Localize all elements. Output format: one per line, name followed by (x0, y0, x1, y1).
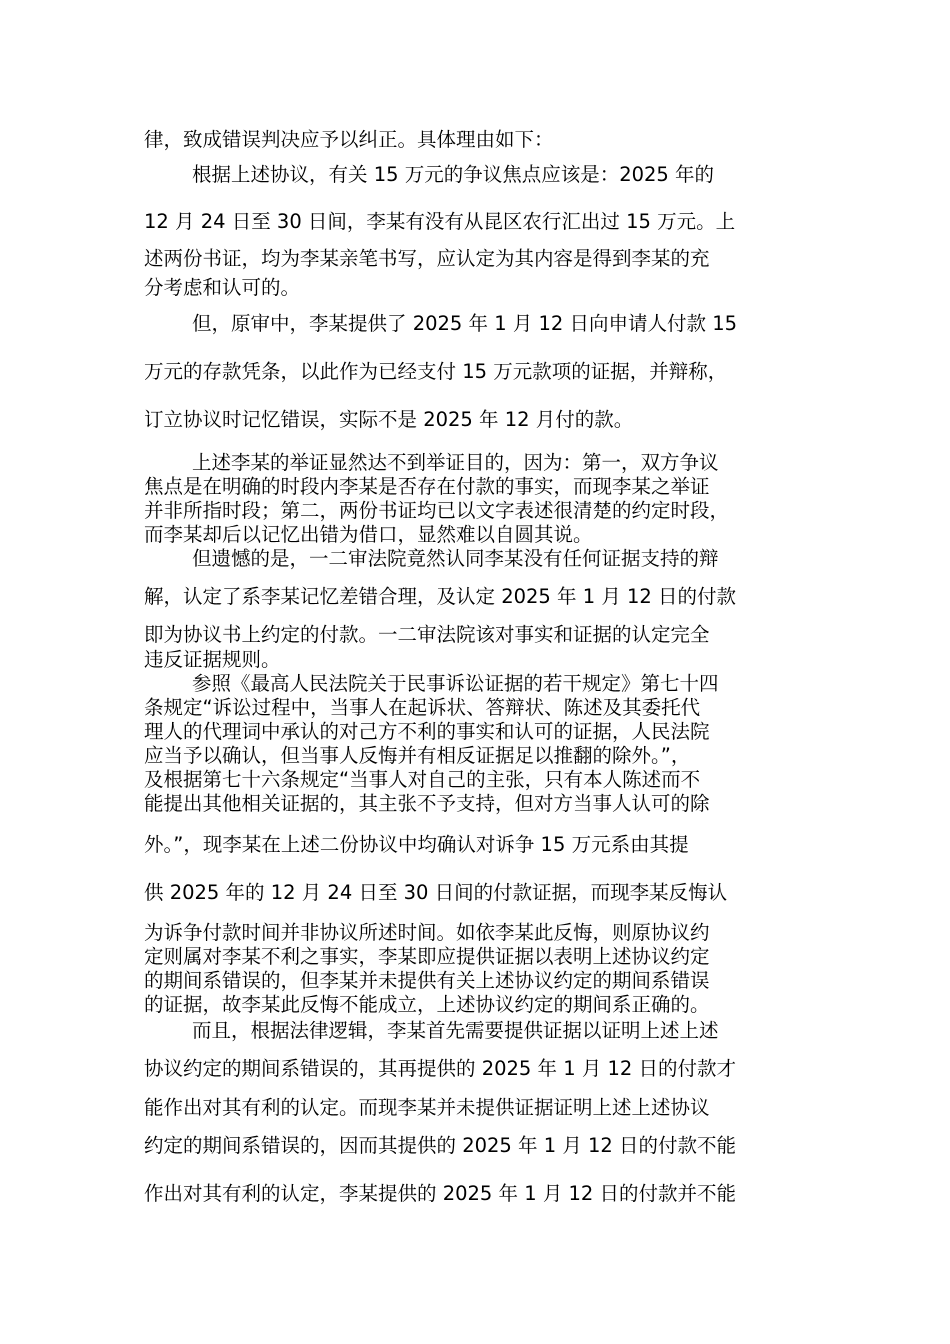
paragraph-line: 参照《最高人民法院关于民事诉讼证据的若干规定》第七十四 (192, 672, 719, 695)
paragraph-line: 作出对其有利的认定，李某提供的 2025 年 1 月 12 日的付款并不能 (144, 1182, 737, 1205)
paragraph-line: 应当予以确认，但当事人反悔并有相反证据足以推翻的除外。”， (144, 744, 691, 767)
paragraph-line: 但遗憾的是，一二审法院竟然认同李某没有任何证据支持的辩 (192, 547, 719, 570)
paragraph-line: 根据上述协议，有关 15 万元的争议焦点应该是：2025 年的 (192, 163, 715, 186)
paragraph-line: 能作出对其有利的认定。而现李某并未提供证据证明上述上述协议 (144, 1096, 710, 1119)
paragraph-line: 述两份书证，均为李某亲笔书写，应认定为其内容是得到李某的充 (144, 247, 710, 270)
paragraph-line: 万元的存款凭条，以此作为已经支付 15 万元款项的证据，并辩称， (144, 360, 728, 383)
paragraph-line: 即为协议书上约定的付款。一二审法院该对事实和证据的认定完全 (144, 623, 710, 646)
paragraph-line: 理人的代理词中承认的对己方不利的事实和认可的证据，人民法院 (144, 720, 710, 743)
paragraph-line: 分考虑和认可的。 (144, 276, 301, 299)
paragraph-line: 外。”，现李某在上述二份协议中均确认对诉争 15 万元系由其提 (144, 833, 689, 856)
paragraph-line: 能提出其他相关证据的，其主张不予支持，但对方当事人认可的除 (144, 792, 710, 815)
paragraph-line: 为诉争付款时间并非协议所述时间。如依李某此反悔，则原协议约 (144, 921, 710, 944)
paragraph-line: 供 2025 年的 12 月 24 日至 30 日间的付款证据，而现李某反悔认 (144, 881, 728, 904)
paragraph-line: 上述李某的举证显然达不到举证目的，因为：第一，双方争议 (192, 451, 719, 474)
paragraph-line: 协议约定的期间系错误的，其再提供的 2025 年 1 月 12 日的付款才 (144, 1057, 737, 1080)
paragraph-line: 并非所指时段；第二，两份书证均已以文字表述很清楚的约定时段， (144, 499, 730, 522)
paragraph-line: 律，致成错误判决应予以纠正。具体理由如下： (144, 128, 554, 151)
paragraph-line: 订立协议时记忆错误，实际不是 2025 年 12 月付的款。 (144, 408, 634, 431)
paragraph-line: 焦点是在明确的时段内李某是否存在付款的事实，而现李某之举证 (144, 475, 710, 498)
paragraph-line: 而李某却后以记忆出错为借口，显然难以自圆其说。 (144, 523, 593, 546)
paragraph-line: 及根据第七十六条规定“当事人对自己的主张，只有本人陈述而不 (144, 768, 701, 791)
paragraph-line: 的证据，故李某此反悔不能成立，上述协议约定的期间系正确的。 (144, 993, 710, 1016)
paragraph-line: 而且，根据法律逻辑，李某首先需要提供证据以证明上述上述 (192, 1019, 719, 1042)
paragraph-line: 条规定“诉讼过程中，当事人在起诉状、答辩状、陈述及其委托代 (144, 696, 701, 719)
paragraph-line: 定则属对李某不利之事实，李某即应提供证据以表明上述协议约定 (144, 945, 710, 968)
paragraph-line: 违反证据规则。 (144, 648, 281, 671)
paragraph-line: 的期间系错误的，但李某并未提供有关上述协议约定的期间系错误 (144, 969, 710, 992)
paragraph-line: 12 月 24 日至 30 日间，李某有没有从昆区农行汇出过 15 万元。上 (144, 210, 736, 233)
paragraph-line: 解，认定了系李某记忆差错合理，及认定 2025 年 1 月 12 日的付款 (144, 585, 737, 608)
paragraph-line: 约定的期间系错误的，因而其提供的 2025 年 1 月 12 日的付款不能 (144, 1134, 737, 1157)
paragraph-line: 但，原审中，李某提供了 2025 年 1 月 12 日向申请人付款 15 (192, 312, 738, 335)
